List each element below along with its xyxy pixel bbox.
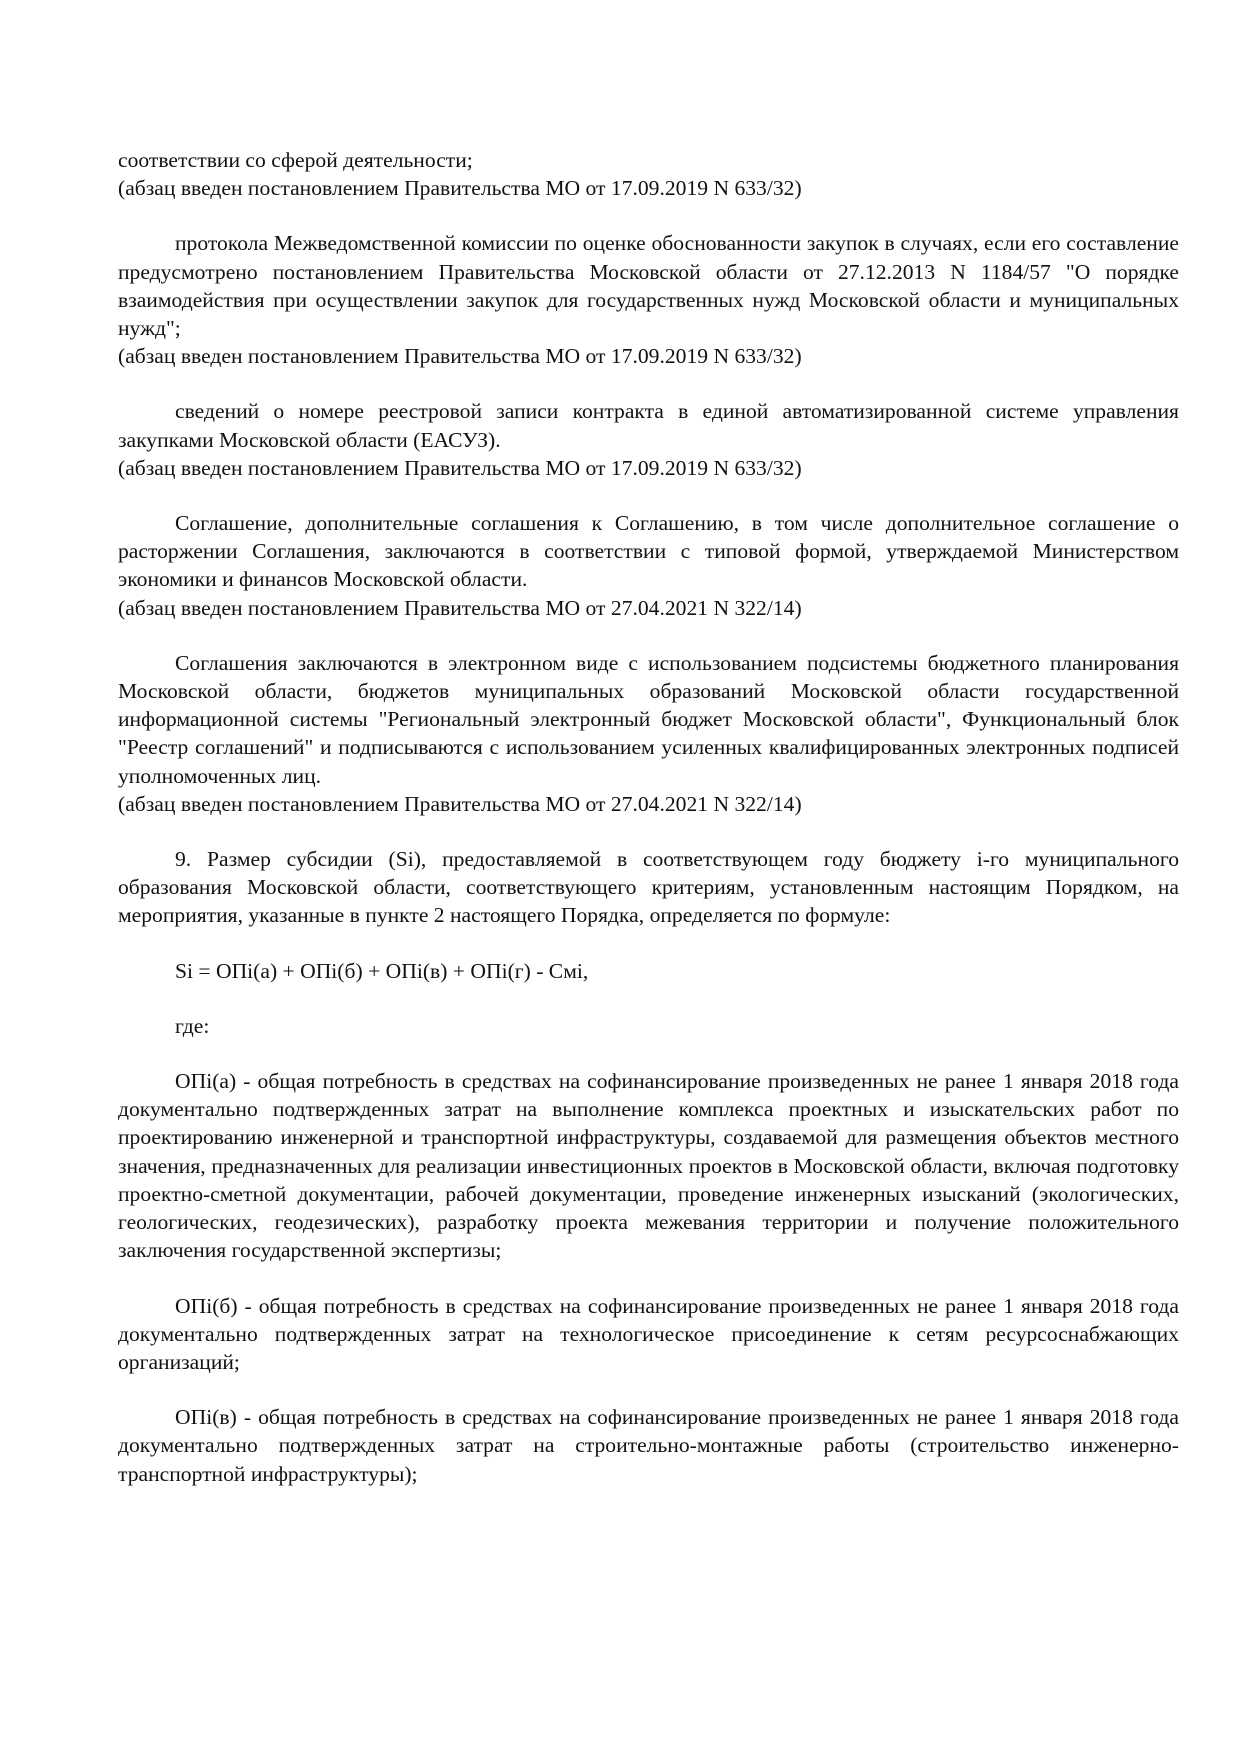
subsidy-formula: Si = ОПi(а) + ОПi(б) + ОПi(в) + ОПi(г) - Смi, (175, 958, 589, 983)
amendment-note: (абзац введен постановлением Правительства МО от 17.09.2019 N 633/32) (118, 344, 802, 369)
paragraph-text: ОПi(в) - общая потребность в средствах на софинансирование произведенных не ранее 1 января 2018 года документально подтвержденных затрат на строительно-монтажные работы (строительство инженерно-транспортной инфраструктуры); (118, 1405, 1179, 1486)
paragraph-op-a (118, 1067, 1179, 1264)
paragraph-registry-record (118, 397, 1179, 482)
paragraph-text: протокола Межведомственной комиссии по оценке обоснованности закупок в случаях, если его составление предусмотрено постановлением Правительства Московской области от 27.12.2013 N 1184/57 "О порядке взаимодействия при осуществлении закупок для государственных нужд Московской области и муниципальных нужд"; (118, 231, 1179, 341)
document-page (118, 146, 1179, 1515)
paragraph-protocol (118, 229, 1179, 370)
amendment-note: (абзац введен постановлением Правительства МО от 27.04.2021 N 322/14) (118, 791, 802, 816)
paragraph-text: ОПi(б) - общая потребность в средствах на софинансирование произведенных не ранее 1 января 2018 года документально подтвержденных затрат на технологическое присоединение к сетям ресурсоснабжающих организаций; (118, 1293, 1179, 1374)
paragraph-text: ОПi(а) - общая потребность в средствах на софинансирование произведенных не ранее 1 января 2018 года документально подтвержденных затрат на выполнение комплекса проектных и изыскательских работ по проектированию инженерной и транспортной инфраструктуры, создаваемой для размещения объектов местного значения, предназначенных для реализации инвестиционных проектов в Московской области, включая подготовку проектно-сметной документации, рабочей документации, проведение инженерных изысканий (экологических, геологических, геодезических), разработку проекта межевания территории и получение положительного заключения государственной экспертизы; (118, 1069, 1179, 1263)
paragraph-electronic-agreements (118, 649, 1179, 818)
paragraph-item-9 (118, 845, 1179, 930)
amendment-note: (абзац введен постановлением Правительства МО от 27.04.2021 N 322/14) (118, 595, 802, 620)
paragraph-text: Соглашения заключаются в электронном виде с использованием подсистемы бюджетного планирования Московской области, бюджетов муниципальных образований Московской области государственной информационной системы "Региональный электронный бюджет Московской области", Функциональный блок "Реестр соглашений" и подписываются с использованием усиленных квалифицированных электронных подписей уполномоченных лиц. (118, 650, 1179, 788)
amendment-note: (абзац введен постановлением Правительства МО от 17.09.2019 N 633/32) (118, 455, 802, 480)
paragraph-op-b (118, 1292, 1179, 1377)
paragraph-text: Соглашение, дополнительные соглашения к Соглашению, в том числе дополнительное соглашение о расторжении Соглашения, заключаются в соответствии с типовой формой, утверждаемой Министерством экономики и финансов Московской области. (118, 511, 1179, 592)
paragraph-text: сведений о номере реестровой записи контракта в единой автоматизированной системе управления закупками Московской области (ЕАСУЗ). (118, 399, 1179, 452)
paragraph-agreement-form (118, 509, 1179, 622)
paragraph-continuation (118, 146, 1179, 202)
where-label: где: (175, 1013, 210, 1038)
amendment-note: (абзац введен постановлением Правительства МО от 17.09.2019 N 633/32) (118, 176, 802, 201)
paragraph-text: соответствии со сферой деятельности; (118, 148, 473, 172)
paragraph-op-v (118, 1403, 1179, 1488)
paragraph-text: 9. Размер субсидии (Si), предоставляемой в соответствующем году бюджету i-го муниципального образования Московской области, соответствующего критериям, установленным настоящим Порядком, на мероприятия, указанные в пункте 2 настоящего Порядка, определяется по формуле: (118, 847, 1179, 928)
